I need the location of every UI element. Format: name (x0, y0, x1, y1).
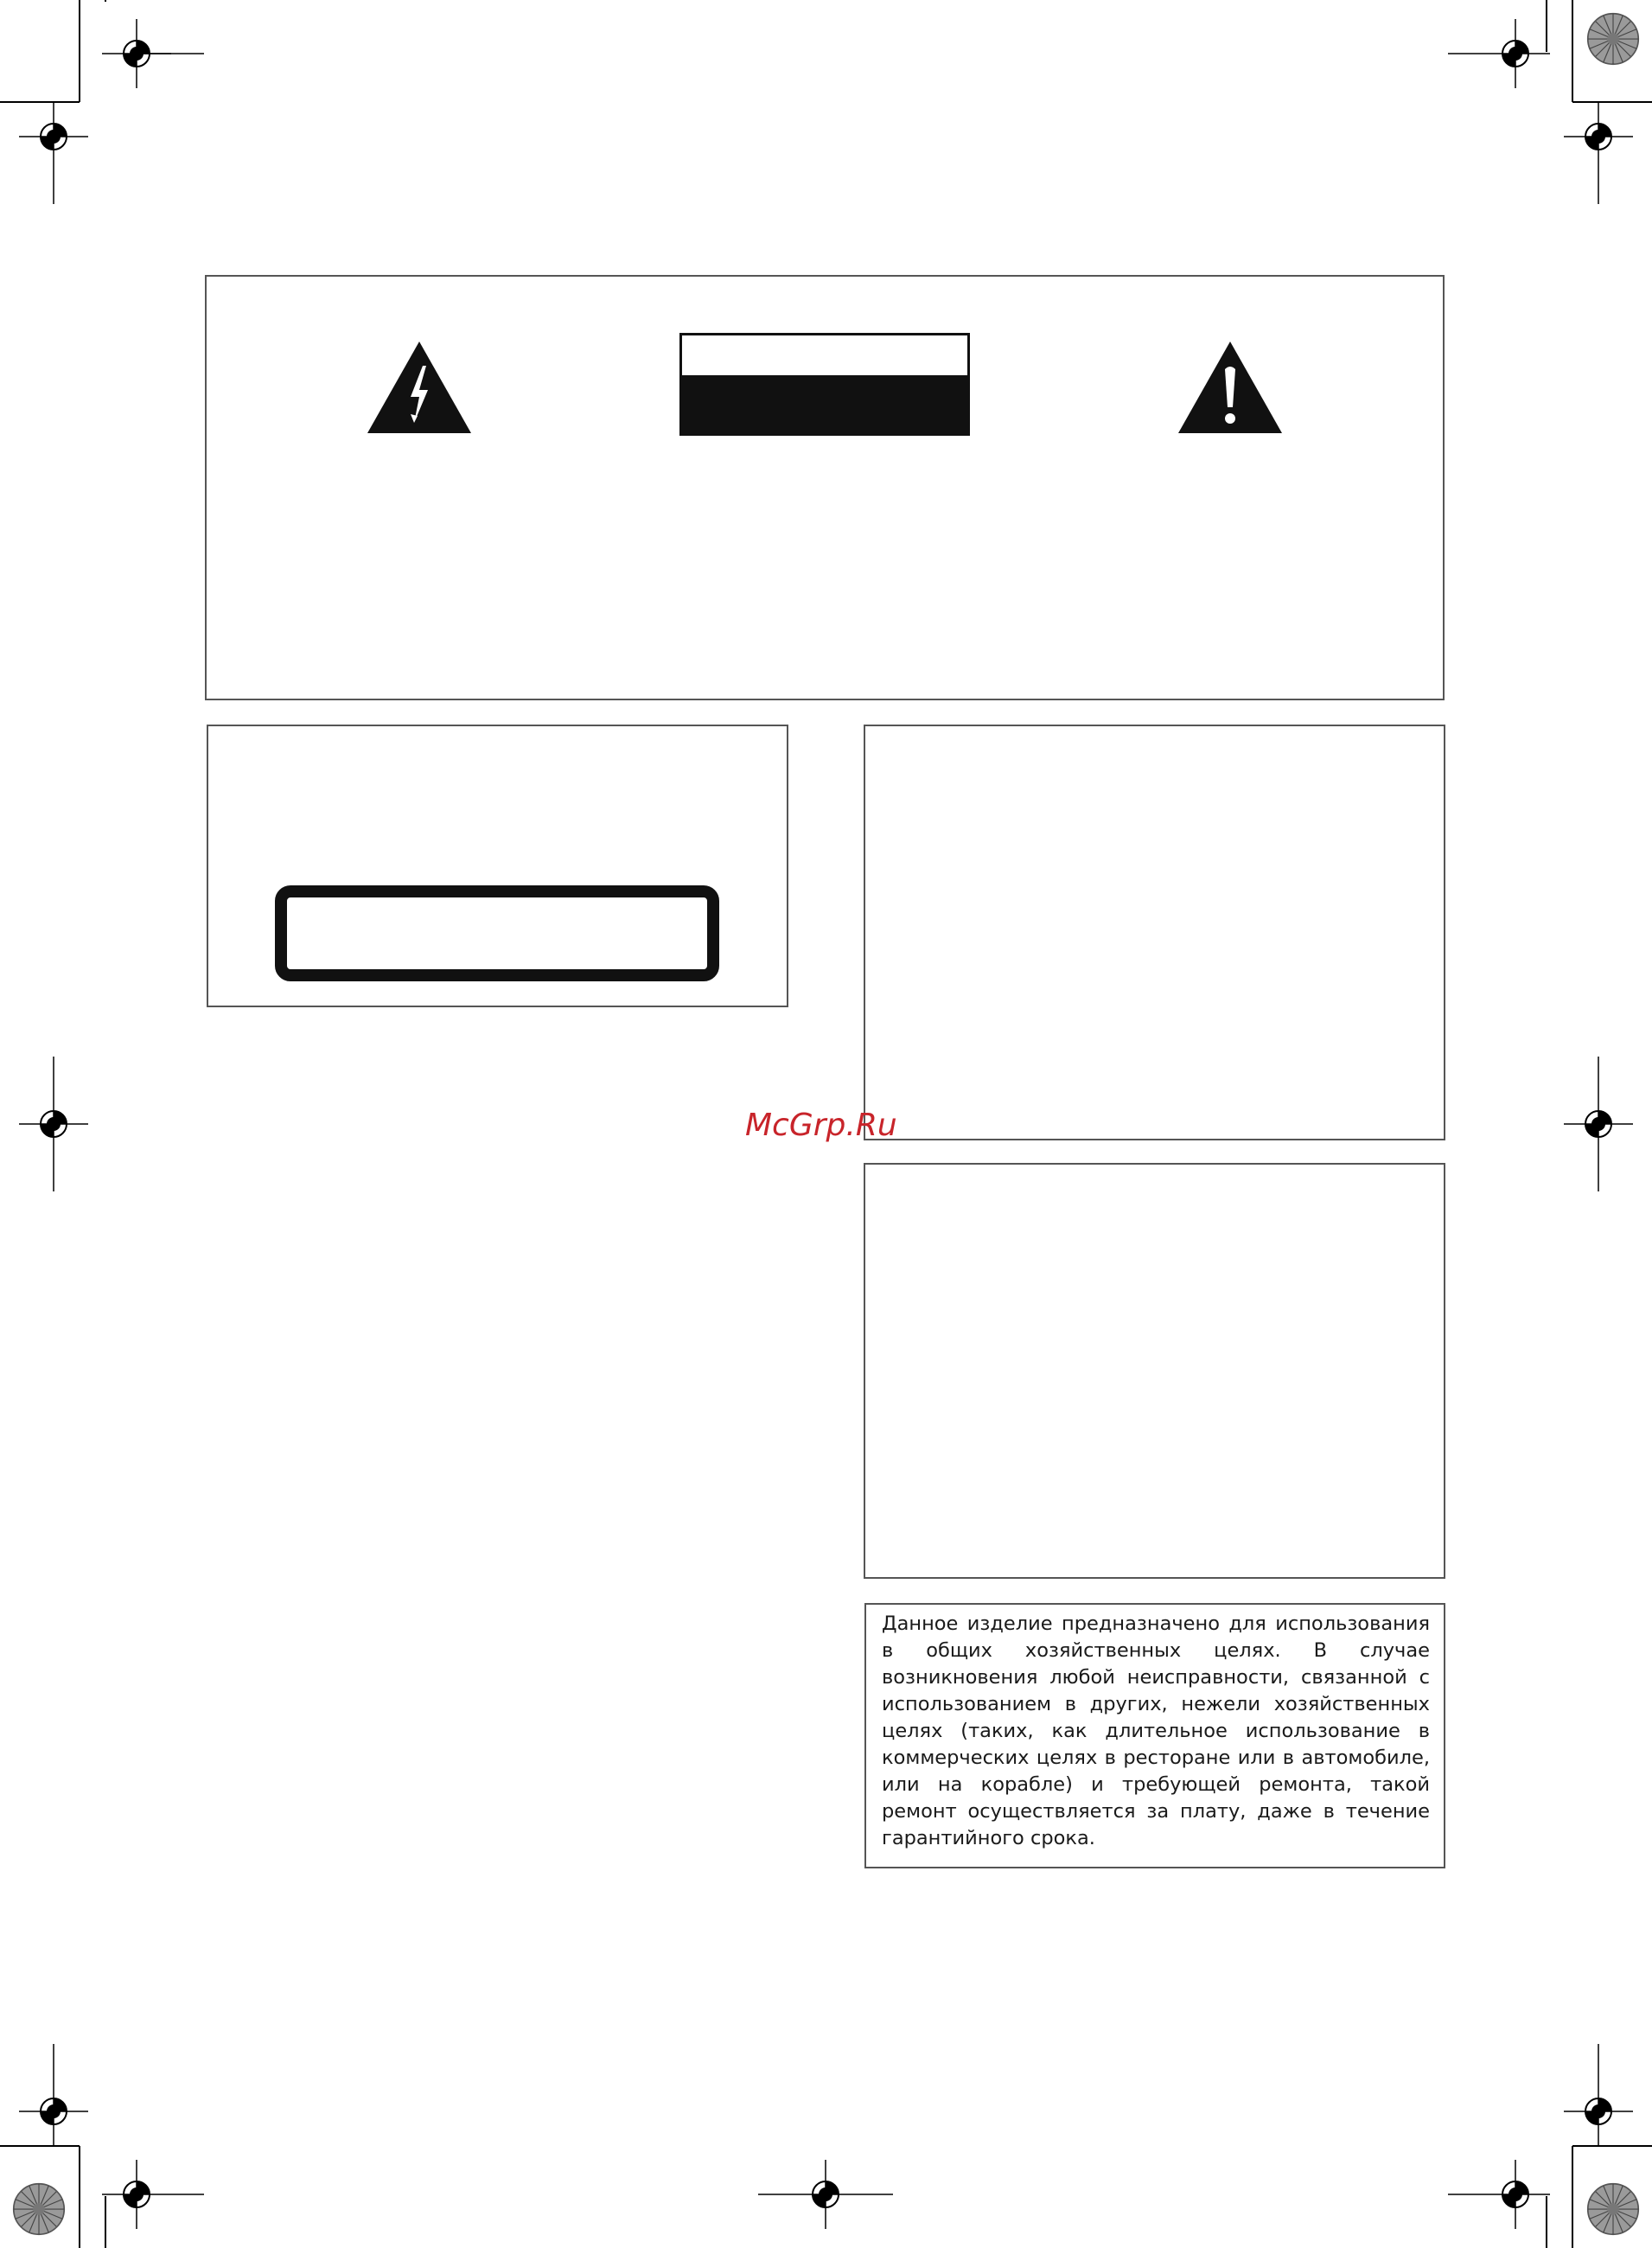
info-panel-upper (864, 725, 1445, 1140)
registration-mark-icon (1564, 102, 1633, 171)
registration-mark-icon (1564, 1089, 1633, 1159)
registration-mark-icon (791, 2160, 860, 2229)
caution-label-band (682, 375, 967, 433)
registration-mark-icon (1481, 19, 1550, 88)
notice-text: Данное изделие предназначено для использования в общих хозяйственных целях. В случае возникновения любой неисправности, связанной с использованием в других, нежели хозяйственных целях (таких, как длительное использование в коммерческих целях в ресторане или в автомобиле, или на корабле) и требующей ремонта, такой ремонт осуществляется за плату, даже в течение гарантийного срока. (882, 1613, 1430, 1849)
exclamation-triangle-icon (1177, 340, 1284, 435)
starburst-target-icon (14, 2184, 65, 2235)
watermark: McGrp.Ru (745, 1108, 897, 1143)
registration-mark-icon (102, 2160, 171, 2229)
registration-mark-icon (19, 2077, 88, 2146)
registration-mark-icon (19, 1089, 88, 1159)
caution-label-icon (679, 333, 970, 436)
registration-mark-icon (19, 102, 88, 171)
registration-mark-icon (1481, 2160, 1550, 2229)
starburst-target-icon (1588, 14, 1639, 65)
info-panel-middle (864, 1163, 1445, 1579)
starburst-target-icon (1588, 2184, 1639, 2235)
household-use-notice (864, 1603, 1445, 1868)
laser-product-label-icon (275, 885, 719, 981)
registration-mark-icon (1564, 2077, 1633, 2146)
lightning-bolt-triangle-icon (366, 340, 473, 435)
